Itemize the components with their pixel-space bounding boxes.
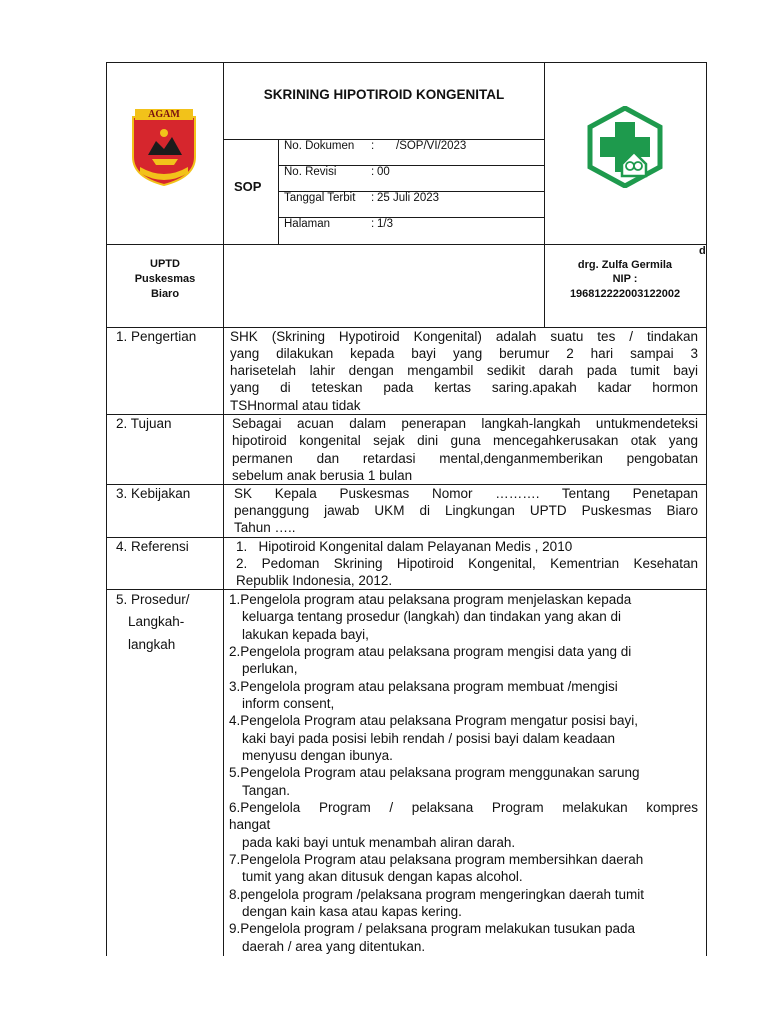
doc-label: Tanggal Terbit (284, 192, 356, 204)
text-line: Sebagai acuan dalam penerapan langkah-langkah untukmendeteksi (232, 416, 698, 431)
section-label-tujuan: 2. Tujuan (116, 416, 172, 431)
label-line: 5. Prosedur/ (116, 592, 190, 607)
step-line: pada kaki bayi untuk menambah aliran darah. (242, 835, 516, 850)
doc-value: /SOP/VI/2023 (396, 140, 467, 152)
text-line: Tahun ….. (234, 520, 296, 535)
doc-label: No. Dokumen (284, 140, 355, 152)
step-line: 1.Pengelola program atau pelaksana program menjelaskan kepada (229, 592, 632, 607)
step-line: perlukan, (242, 661, 298, 676)
text-line: TSHnormal atau tidak (230, 398, 361, 413)
step-line: hangat (229, 817, 271, 832)
step-line: 9.Pengelola program / pelaksana program melakukan tusukan pada (229, 921, 636, 936)
step-line: menyusu dengan ibunya. (242, 748, 393, 763)
org-line: UPTD (150, 258, 180, 270)
doc-value: 25 Juli 2023 (377, 192, 440, 204)
doc-label: No. Revisi (284, 166, 337, 178)
step-line: 2.Pengelola program atau pelaksana program mengisi data yang di (229, 644, 632, 659)
agam-logo (130, 107, 198, 187)
signer-name: drg. Zulfa Germila (577, 259, 673, 271)
step-line: lakukan kepada bayi, (242, 627, 369, 642)
puskesmas-logo (584, 106, 666, 188)
agam-logo-text: AGAM (148, 109, 180, 120)
label-line: Langkah- (128, 614, 185, 629)
signer-nip: 196812222003122002 (569, 288, 681, 300)
text-line: 2. Pedoman Skrining Hipotiroid Kongenital, Kementrian Kesehatan (236, 556, 698, 571)
step-line: dengan kain kasa atau kapas kering. (242, 904, 462, 919)
section-label-pengertian: 1. Pengertian (116, 329, 197, 344)
text-line: Republik Indonesia, 2012. (236, 573, 393, 588)
doc-value: 1/3 (377, 218, 393, 230)
org-line: Biaro (150, 288, 180, 300)
signer-nip-label: NIP : (612, 273, 638, 285)
step-line: keluarga tentang prosedur (langkah) dan tindakan yang akan di (242, 609, 622, 624)
doc-sep: : (371, 140, 375, 152)
step-line: 5.Pengelola Program atau pelaksana program menggunakan sarung (229, 765, 640, 780)
step-line: 4.Pengelola Program atau pelaksana Program mengatur posisi bayi, (229, 713, 638, 728)
text-line: 1. Hipotiroid Kongenital dalam Pelayanan Medis , 2010 (236, 539, 573, 554)
document-title: SKRINING HIPOTIROID KONGENITAL (263, 87, 505, 102)
text-line: SHK (Skrining Hypotiroid Kongenital) adalah suatu tes / tindakan (230, 329, 698, 344)
text-line: sebelum anak berusia 1 bulan (232, 468, 413, 483)
step-line: 6.Pengelola Program / pelaksana Program melakukan kompres (229, 800, 698, 815)
signer-stray-letter: d (699, 245, 706, 257)
label-line: langkah (128, 637, 176, 652)
step-line: kaki bayi pada posisi lebih rendah / posisi bayi dalam keadaan (242, 731, 615, 746)
doc-label: Halaman (284, 218, 331, 230)
doc-value: 00 (377, 166, 390, 178)
section-label-kebijakan: 3. Kebijakan (116, 486, 191, 501)
step-line: inform consent, (242, 696, 335, 711)
sop-label: SOP (234, 179, 262, 194)
text-line: penanggung jawab UKM di Lingkungan UPTD Puskesmas Biaro (234, 503, 698, 518)
step-line: 3.Pengelola program atau pelaksana program membuat /mengisi (229, 679, 618, 694)
text-line: yang di teteskan pada kertas saring.apakah kadar hormon (230, 380, 698, 395)
text-line: permanen dan retardasi mental,denganmemberikan pengobatan (232, 451, 698, 466)
step-line: tumit yang akan ditusuk dengan kapas alcohol. (242, 869, 523, 884)
doc-sep: : (371, 192, 375, 204)
text-line: harisetelah lahir dengan mengambil sedikit darah pada tumit bayi (230, 363, 698, 378)
step-line: 8.pengelola program /pelaksana program mengeringkan daerah tumit (229, 887, 644, 902)
doc-sep: : (371, 166, 375, 178)
org-line: Puskesmas (134, 273, 196, 285)
doc-sep: : (371, 218, 375, 230)
section-label-referensi: 4. Referensi (116, 539, 189, 554)
step-line: daerah / area yang ditentukan. (242, 939, 426, 954)
text-line: SK Kepala Puskesmas Nomor ………. Tentang Penetapan (234, 486, 698, 501)
step-line: Tangan. (242, 783, 291, 798)
text-line: hipotiroid kongenital sejak dini guna mencegahkerusakan otak yang (232, 433, 698, 448)
step-line: 7.Pengelola Program atau pelaksana program membersihkan daerah (229, 852, 644, 867)
text-line: yang dilakukan kepada bayi yang berumur 2 hari sampai 3 (230, 346, 698, 361)
